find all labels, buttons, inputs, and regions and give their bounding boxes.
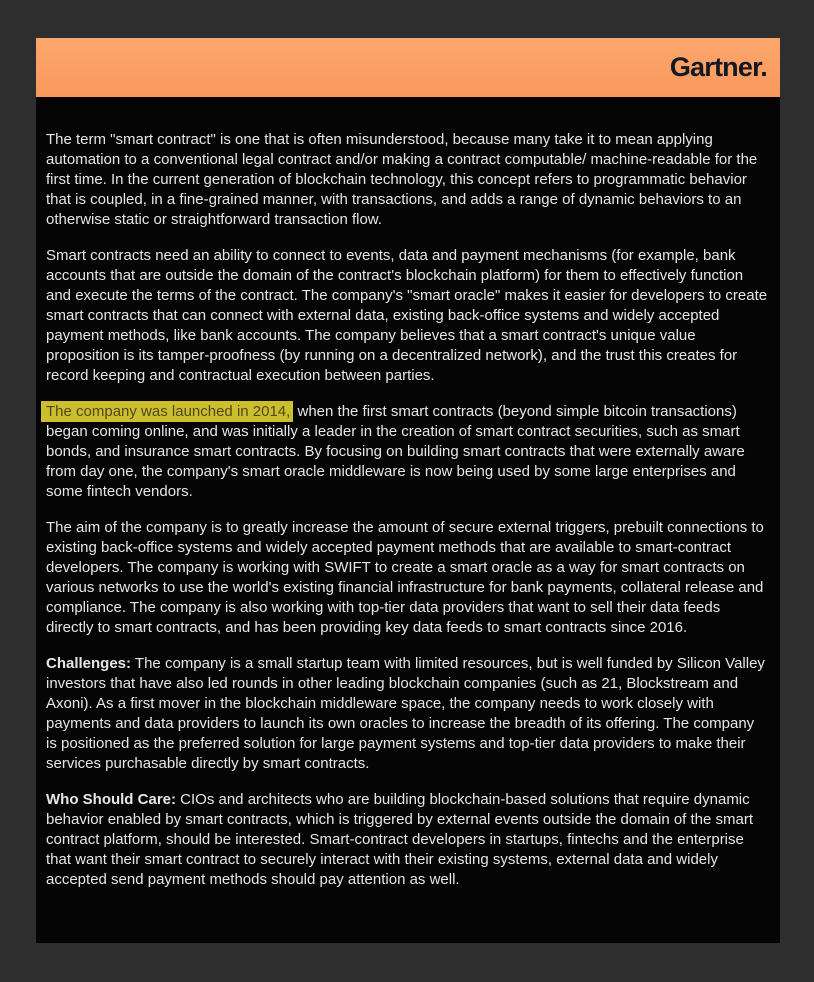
challenges-label: Challenges: xyxy=(46,655,132,672)
paragraph-company-launch xyxy=(46,402,768,502)
challenges-text: The company is a small startup team with limited resources, but is well funded by Silicon Valley investors that have also led rounds in other leading blockchain companies (such as 21, Blockstream and Axoni). As a first mover in the blockchain middleware space, the company needs to work closely with payments and data providers to launch its own oracles to increase the breadth of its offering. The company is positioned as the preferred solution for large payment systems and top-tier data providers to make their services purchasable directly by smart contracts. xyxy=(46,655,765,772)
paragraph-challenges xyxy=(46,654,768,774)
gartner-logo: Gartner. xyxy=(669,52,767,82)
paragraph-company-launch-rest: when the first smart contracts (beyond simple bitcoin transactions) began coming online, and was initially a leader in the creation of smart contract securities, such as smart bonds, and insurance smart contracts. By focusing on building smart contracts that were externally aware from day one, the company's smart oracle middleware is now being used by some large enterprises and some fintech vendors. xyxy=(46,403,745,500)
highlighted-text: The company was launched in 2014, xyxy=(41,401,293,422)
gartner-header-banner xyxy=(36,38,780,97)
who-should-care-label: Who Should Care: xyxy=(46,791,176,808)
document-page xyxy=(36,38,780,943)
paragraph-smart-contract-definition: The term "smart contract" is one that is often misunderstood, because many take it to mean applying automation to a conventional legal contract and/or making a contract computable/ machine-readable for the first time. In the current generation of blockchain technology, this concept refers to programmatic behavior that is coupled, in a fine-grained manner, with transactions, and adds a range of dynamic behaviors to an otherwise static or straightforward transaction flow. xyxy=(46,131,758,228)
who-should-care-text: CIOs and architects who are building blockchain-based solutions that require dynamic behavior enabled by smart contracts, which is triggered by external events outside the domain of the smart contract platform, should be interested. Smart-contract developers in startups, fintechs and the enterprise that want their smart contract to securely interact with their existing systems, external data and widely accepted send payment methods should pay attention as well. xyxy=(46,791,754,888)
paragraph-company-aim: The aim of the company is to greatly increase the amount of secure external triggers, prebuilt connections to existing back-office systems and widely accepted payment methods that are available to smart-contract developers. The company is working with SWIFT to create a smart oracle as a way for smart contracts on various networks to use the world's existing financial infrastructure for bank payments, collateral release and compliance. The company is also working with top-tier data providers that want to sell their data feeds directly to smart contracts, and has been providing key data feeds to smart contracts since 2016. xyxy=(46,519,764,636)
paragraph-who-should-care xyxy=(46,790,768,890)
paragraph-smart-oracle: Smart contracts need an ability to connect to events, data and payment mechanisms (for example, bank accounts that are outside the domain of the contract's blockchain platform) for them to effectively function and execute the terms of the contract. The company's "smart oracle" makes it easier for developers to create smart contracts that can connect with external data, existing back-office systems and widely accepted payment methods, like bank accounts. The company believes that a smart contract's unique value proposition is its tamper-proofness (by running on a decentralized network), and the trust this creates for record keeping and contractual execution between parties. xyxy=(46,247,768,384)
document-body xyxy=(36,97,780,943)
